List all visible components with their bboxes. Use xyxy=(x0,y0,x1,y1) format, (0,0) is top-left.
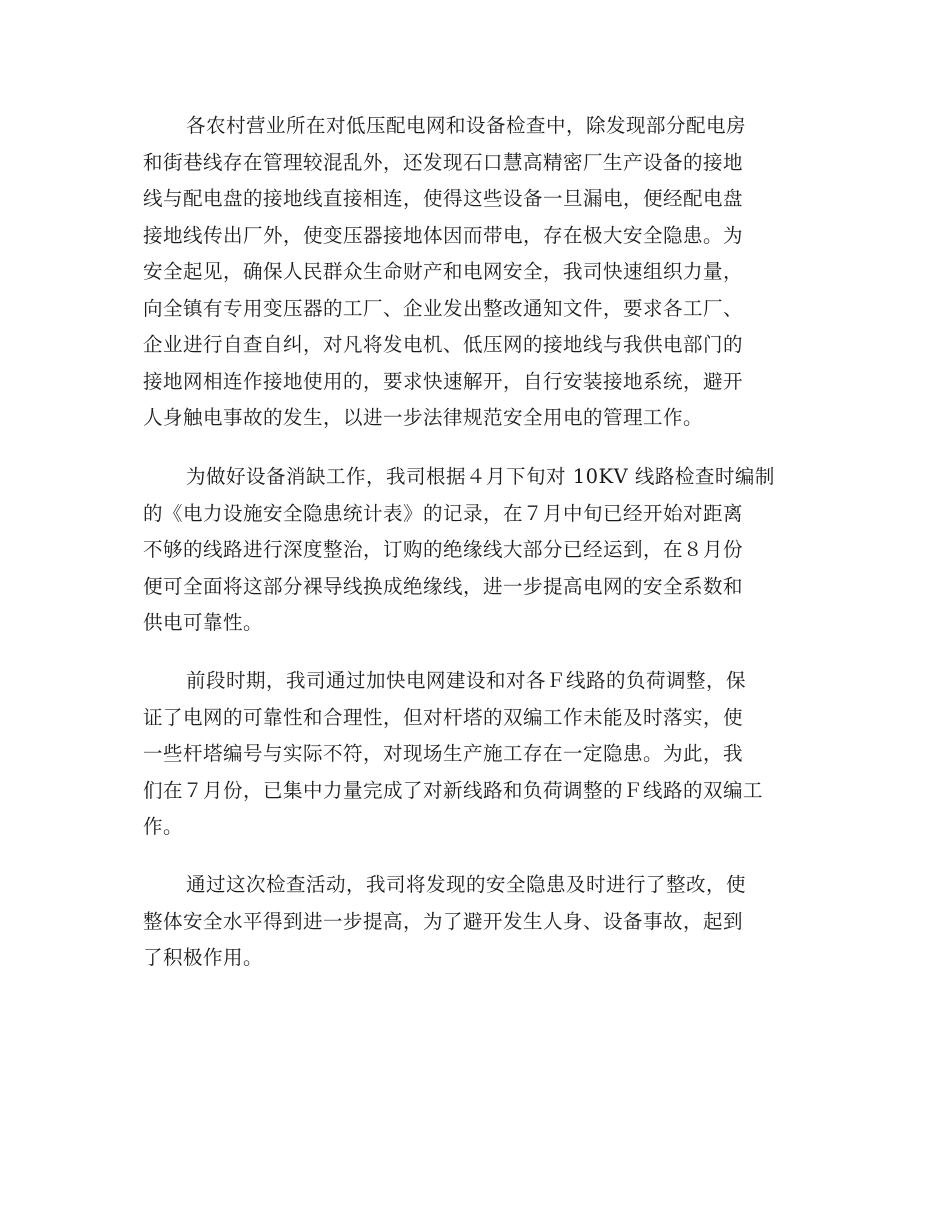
text-line: 企业进行自查自纠，对凡将发电机、低压网的接地线与我供电部门的 xyxy=(143,333,744,356)
text-line: 前段时期，我司通过加快电网建设和对各Ｆ线路的负荷调整，保 xyxy=(186,669,747,692)
text-line: 线与配电盘的接地线直接相连，使得这些设备一旦漏电，便经配电盘 xyxy=(143,187,744,210)
text-line: 各农村营业所在对低压配电网和设备检查中，除发现部分配电房 xyxy=(186,114,747,137)
text-line: 接地网相连作接地使用的，要求快速解开，自行安装接地系统，避开 xyxy=(143,369,744,393)
text-line: 一些杆塔编号与实际不符，对现场生产施工存在一定隐患。为此，我 xyxy=(143,742,744,765)
text-line: 人身触电事故的发生，以进一步法律规范安全用电的管理工作。 xyxy=(143,406,704,429)
text-line: 和街巷线存在管理较混乱外，还发现石口慧高精密厂生产设备的接地 xyxy=(143,150,744,174)
text-line: 便可全面将这部分裸导线换成绝缘线，进一步提高电网的安全系数和 xyxy=(143,574,744,598)
text-line: 们在７月份，已集中力量完成了对新线路和负荷调整的Ｆ线路的双编工 xyxy=(143,778,764,802)
text-line: 为做好设备消缺工作，我司根据４月下旬对 10KV 线路检查时编制 xyxy=(186,465,775,488)
paragraph-2 xyxy=(143,459,775,642)
text-line: 了积极作用。 xyxy=(143,946,264,969)
text-line: 供电可靠性。 xyxy=(143,611,264,634)
text-line: 安全起见，确保人民群众生命财产和电网安全，我司快速组织力量， xyxy=(143,260,744,283)
paragraph-3 xyxy=(143,663,763,846)
text-line: 整体安全水平得到进一步提高，为了避开发生人身、设备事故，起到 xyxy=(143,909,744,933)
text-line: 的《电力设施安全隐患统计表》的记录，在７月中旬已经开始对距离 xyxy=(143,501,744,525)
paragraph-1 xyxy=(143,108,746,437)
text-line: 证了电网的可靠性和合理性，但对杆塔的双编工作未能及时落实，使 xyxy=(143,705,744,729)
paragraph-4 xyxy=(143,867,746,977)
text-line: 不够的线路进行深度整治，订购的绝缘线大部分已经运到，在８月份 xyxy=(143,538,744,561)
text-line: 接地线传出厂外，使变压器接地体因而带电，存在极大安全隐患。为 xyxy=(143,223,744,247)
text-line: 向全镇有专用变压器的工厂、企业发出整改通知文件，要求各工厂、 xyxy=(143,296,744,320)
text-line: 通过这次检查活动，我司将发现的安全隐患及时进行了整改，使 xyxy=(186,873,747,896)
text-line: 作。 xyxy=(143,815,184,838)
